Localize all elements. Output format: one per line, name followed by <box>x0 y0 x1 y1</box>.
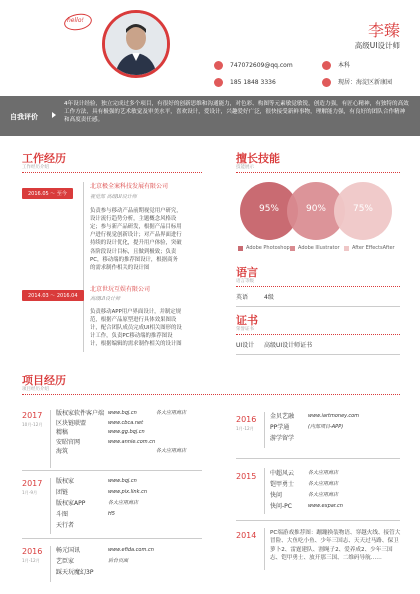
project-name: 快问 <box>270 492 283 499</box>
job-date-badge: 2014.03 ～ 2016.04 <box>22 290 84 301</box>
project-separator <box>22 538 202 539</box>
work-divider <box>22 172 202 173</box>
project-url: www.expar.cn <box>308 503 343 509</box>
project-url: www.gg.bqj.cn <box>108 429 145 435</box>
cert-name: UI设计 <box>236 342 255 349</box>
language-name: 英语 <box>236 294 249 301</box>
project-months: 1月-12月 <box>22 558 40 563</box>
project-name: PP学通 <box>270 424 290 431</box>
project-year: 2016 <box>236 415 257 424</box>
skill-legend-swatch <box>238 246 243 251</box>
project-name: 铠甲勇士 <box>270 481 295 488</box>
project-name: 踩天玩魔幻3P <box>56 569 94 576</box>
hello-text: hello! <box>67 17 84 24</box>
phone-text: 185 1848 3336 <box>230 79 276 86</box>
project-list <box>270 470 410 514</box>
phone-icon <box>214 78 223 87</box>
project-platform: 各大应用商店 <box>308 492 339 498</box>
project-name: 快问-PC <box>270 503 292 510</box>
project-name: 海筑 <box>56 448 69 455</box>
project-name: 中超风云 <box>270 470 295 477</box>
language-divider <box>236 286 400 287</box>
projects-title: 项目经历 <box>22 374 66 387</box>
education-text: 本科 <box>338 62 351 69</box>
skills-subtitle: 技能展示 <box>236 165 254 170</box>
job-role: 高级UI设计师 <box>90 296 121 302</box>
project-summary: PC端游戏推荐图：蹦蹦换装物语、穿越火线、接管大冒险、大鱼吃小鱼、少年三国志、天天过马路、保卫萝卜2、雷霆建队、割绳子2、爱养成2、少年三国志、铠甲勇士、放开那三国、二维码导航…… <box>270 530 401 562</box>
project-url: www.cbca.net <box>108 419 144 426</box>
project-list <box>270 413 410 446</box>
project-name: 游学留学 <box>270 435 295 442</box>
project-vline <box>264 468 265 514</box>
project-name: 版权家软件客户端 <box>56 410 105 417</box>
projects-subtitle: 项目经历介绍 <box>22 387 49 392</box>
project-url: (内部项目-APP) <box>308 424 344 430</box>
job-desc: 负责参与移动产品前期视觉用户研究，设计流行趋势分析，主题概念风格设定；参与新产品研发，根据产品目标用户进行视觉创新设计；对产品界面进行持续的设计优化，提升用户体验，突破各阶段设计目标，且做到极致；负责PC，移动端的推荐图设计，根据商务的需求制作相关的设计图 <box>90 208 182 271</box>
email-text: 747072609@qq.com <box>230 62 293 69</box>
project-url: www.bqj.cn <box>108 410 137 416</box>
location-icon <box>322 78 331 87</box>
project-months: 1月-9月 <box>22 490 38 495</box>
project-name: 畅元国讯 <box>56 547 81 554</box>
language-level: 4级 <box>264 294 274 301</box>
project-platform: 各大应用商店 <box>156 448 187 454</box>
self-eval-label: 自我评价 <box>10 113 38 121</box>
project-vline <box>50 410 51 468</box>
work-subtitle: 工作经历介绍 <box>22 165 49 170</box>
project-platform: 各大应用商店 <box>308 470 339 476</box>
job-date-badge: 2016.05 ～ 至今 <box>22 188 73 199</box>
language-underline <box>236 306 400 307</box>
project-platform: 后台页面 <box>108 558 129 564</box>
project-year: 2015 <box>236 472 257 481</box>
avatar <box>102 10 170 78</box>
self-eval-arrow <box>52 112 56 118</box>
job-desc: 负责移动APP用户界面设计，并制定规范，根据产品原型进行具体效果图设计，配合团队成员完成UI相关图形的设计工作，负责PC移动端的推荐图设计，根据编辑的需求制作相关的设计图 <box>90 309 182 348</box>
work-timeline <box>83 182 84 352</box>
job-role: 视觉部 高级UI设计师 <box>90 194 137 200</box>
project-name: 精稿 <box>56 429 69 436</box>
self-eval-text: 4年设计经验，独立完成过多个项目，有很好的创新思维和沟通能力，对色彩、构图等元素敏觉敏锐，创造力强，有匠心精神，有独特的高效工作方法，具有极强的艺术敏觉及审美水平，喜欢设计，爱设计，兴趣爱好广泛，很快接受新鲜事物，理解能力强，有良好的团队合作精神和高度责任感。 <box>64 101 409 124</box>
project-separator <box>236 458 400 459</box>
project-months: 10月-12月 <box>22 422 43 427</box>
project-name: 版权家 <box>56 478 75 485</box>
project-name: 区块链联盟 <box>56 419 87 427</box>
project-name: 金贝艺融 <box>270 413 295 420</box>
project-platform: 各大应用商店 <box>156 410 187 416</box>
project-platform: H5 <box>108 511 115 517</box>
project-year: 2017 <box>22 479 43 488</box>
project-name: 斗图 <box>56 511 69 518</box>
project-platform: 各大应用商店 <box>108 500 139 506</box>
residence-text: 现居：海淀区新康园 <box>338 79 393 86</box>
project-url: www.efida.com.cn <box>108 547 154 553</box>
job-company: 北京世玩互娱有限公司 <box>90 286 151 293</box>
cert-detail: 高级UI设计师证书 <box>264 342 313 349</box>
project-url: www.bqj.cn <box>108 478 137 484</box>
cert-subtitle: 荣誉证书 <box>236 327 254 332</box>
skill-legend-label: Adobe Photoshop <box>246 245 290 251</box>
email-icon <box>214 61 223 70</box>
job-title: 高级UI设计师 <box>354 41 400 50</box>
education-icon <box>322 61 331 70</box>
cert-title: 证书 <box>236 314 258 327</box>
skill-value: 75% <box>352 204 373 214</box>
skill-value: 90% <box>305 204 326 214</box>
project-url: www.annie.com.cn <box>108 438 156 445</box>
project-list <box>56 547 206 580</box>
project-months: 1月-12月 <box>236 426 254 431</box>
project-url: www.iartmoney.com <box>308 413 360 419</box>
job-company: 北京极全案科技发展有限公司 <box>90 183 169 190</box>
project-name: 版权家APP <box>56 500 86 507</box>
project-year: 2014 <box>236 531 257 540</box>
project-name: 团链 <box>56 489 69 496</box>
skills-title: 擅长技能 <box>236 152 280 165</box>
language-subtitle: 语言等级 <box>236 279 254 284</box>
project-name: 安昭官网 <box>56 438 81 446</box>
projects-divider <box>22 394 400 395</box>
project-list <box>56 410 206 458</box>
project-year: 2016 <box>22 547 43 556</box>
project-name: 天行者 <box>56 522 75 529</box>
project-vline <box>50 546 51 582</box>
skills-divider <box>236 172 400 173</box>
cert-underline <box>236 354 400 355</box>
project-list <box>56 478 206 533</box>
project-platform: 各大应用商店 <box>308 481 339 487</box>
project-url: www.pix.link.cn <box>108 489 147 495</box>
skill-legend-swatch <box>344 246 349 251</box>
skill-legend-label: After EffectsAfter <box>352 245 395 251</box>
project-year: 2017 <box>22 411 43 420</box>
project-vline <box>50 478 51 534</box>
candidate-name: 李臻 <box>367 21 400 40</box>
skill-legend-label: Adobe Illustrator <box>298 245 340 251</box>
language-title: 语言 <box>236 266 258 279</box>
project-name: 艺臣家 <box>56 558 75 565</box>
skill-legend-swatch <box>290 246 295 251</box>
cert-divider <box>236 334 400 335</box>
work-title: 工作经历 <box>22 152 66 165</box>
skill-value: 95% <box>258 204 279 214</box>
project-separator <box>236 520 400 521</box>
project-vline <box>264 528 265 570</box>
project-vline <box>264 412 265 448</box>
project-separator <box>22 470 202 471</box>
